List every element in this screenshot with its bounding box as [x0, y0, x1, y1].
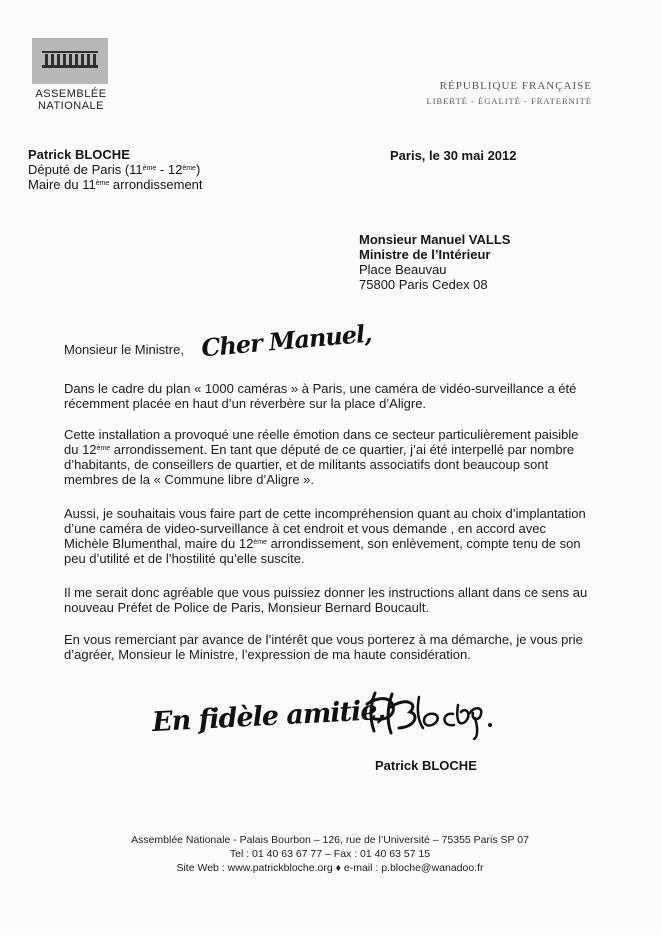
footer-address: Assemblée Nationale - Palais Bourbon – 126, rue de l’Université – 75355 Paris SP 07 [131, 834, 529, 846]
footer-phone-fax: Tel : 01 40 63 67 77 – Fax : 01 40 63 57 15 [229, 848, 431, 860]
paragraph-3-after: arrondissement, son enlèvement, compte tenu de son peu d’utilité et de l’hostilité qu’elle suscite. [64, 536, 581, 566]
paragraph-5-text: En vous remerciant par avance de l’intérêt que vous porterez à ma démarche, je vous prie d’agréer, Monsieur le Ministre, l’expression de ma haute considération. [64, 632, 583, 662]
recipient-title: Ministre de l’Intérieur [359, 247, 491, 262]
republic-francaise-text: RÉPUBLIQUE FRANÇAISE [439, 80, 592, 92]
body-paragraph-1 [64, 381, 594, 411]
sender-sup-1: ème [142, 165, 157, 172]
paragraph-4-text: Il me serait donc agréable que vous puissiez donner les instructions allant dans ce sens au nouveau Préfet de Police de Paris, Monsieur Bernard Boucault. [64, 585, 588, 615]
republic-motto-text: LIBERTÉ - ÉGALITÉ - FRATERNITÉ [426, 96, 592, 106]
sender-role-middle: - 12 [156, 162, 183, 177]
recipient-name: Monsieur Manuel VALLS [359, 232, 511, 247]
paragraph-3-sup: ème [253, 539, 267, 546]
sender-role-deputy [28, 162, 203, 177]
recipient-address-line2: 75800 Paris Cedex 08 [359, 277, 488, 292]
sender-mayor-suffix: arrondissement [109, 177, 203, 192]
body-paragraph-4 [64, 585, 594, 615]
sender-role-mayor [28, 177, 203, 192]
paragraph-2-sup: ème [96, 445, 111, 452]
recipient-block [359, 232, 510, 292]
body-paragraph-2 [64, 427, 594, 487]
salutation: Monsieur le Ministre, [64, 342, 184, 357]
sender-block [28, 147, 203, 192]
handwritten-greeting: Cher Manuel, [200, 318, 373, 363]
sender-name: Patrick BLOCHE [28, 147, 130, 162]
sender-role-suffix: ) [195, 162, 201, 177]
sender-mayor-prefix: Maire du 11 [28, 177, 96, 192]
footer-web-email: Site Web : www.patrickbloche.org ♦ e-mail : p.bloche@wanadoo.fr [176, 862, 484, 874]
paragraph-1-text: Dans le cadre du plan « 1000 caméras » à Paris, une caméra de vidéo-surveillance a été récemment placée en haut d’un réverbère sur la place d’Aligre. [64, 381, 577, 411]
paragraph-2-text [64, 427, 594, 487]
body-paragraph-3 [64, 506, 594, 566]
sender-sup-3: ème [95, 180, 110, 187]
letter-date: Paris, le 30 mai 2012 [390, 148, 517, 163]
body-paragraph-5 [64, 632, 594, 662]
paragraph-3-before: Aussi, je souhaitais vous faire part de cette incompréhension quant au choix d’implantation d’une caméra de video-surveillance à cet endroit et vous demande , en accord avec Michèle Blumenthal, maire du 12 [64, 506, 586, 551]
sender-role-prefix: Député de Paris (11 [28, 162, 143, 177]
handwritten-closing: En fidèle amitié, [151, 694, 386, 739]
patrick-bloche-signature-icon [357, 683, 497, 741]
paragraph-2-after: arrondissement. En tant que député de ce quartier, j’ai été interpellé par nombre d’habitants, de conseillers de quartier, et de militants associatifs dont beaucoup sont membres de la « Commune libre d’Aligre ». [64, 442, 575, 487]
assemblee-nationale-columns-icon [32, 38, 108, 84]
typed-signature-name: Patrick BLOCHE [375, 758, 477, 773]
recipient-address-line1: Place Beauvau [359, 262, 447, 277]
sender-sup-2: ème [182, 165, 196, 172]
letterhead-org-line2: NATIONALE [37, 100, 105, 112]
paragraph-3-text [64, 506, 594, 566]
letterhead-org-line1: ASSEMBLÉE [35, 88, 107, 100]
paragraph-2-before: Cette installation a provoqué une réelle émotion dans ce secteur particulièrement paisible du 12 [64, 427, 579, 457]
